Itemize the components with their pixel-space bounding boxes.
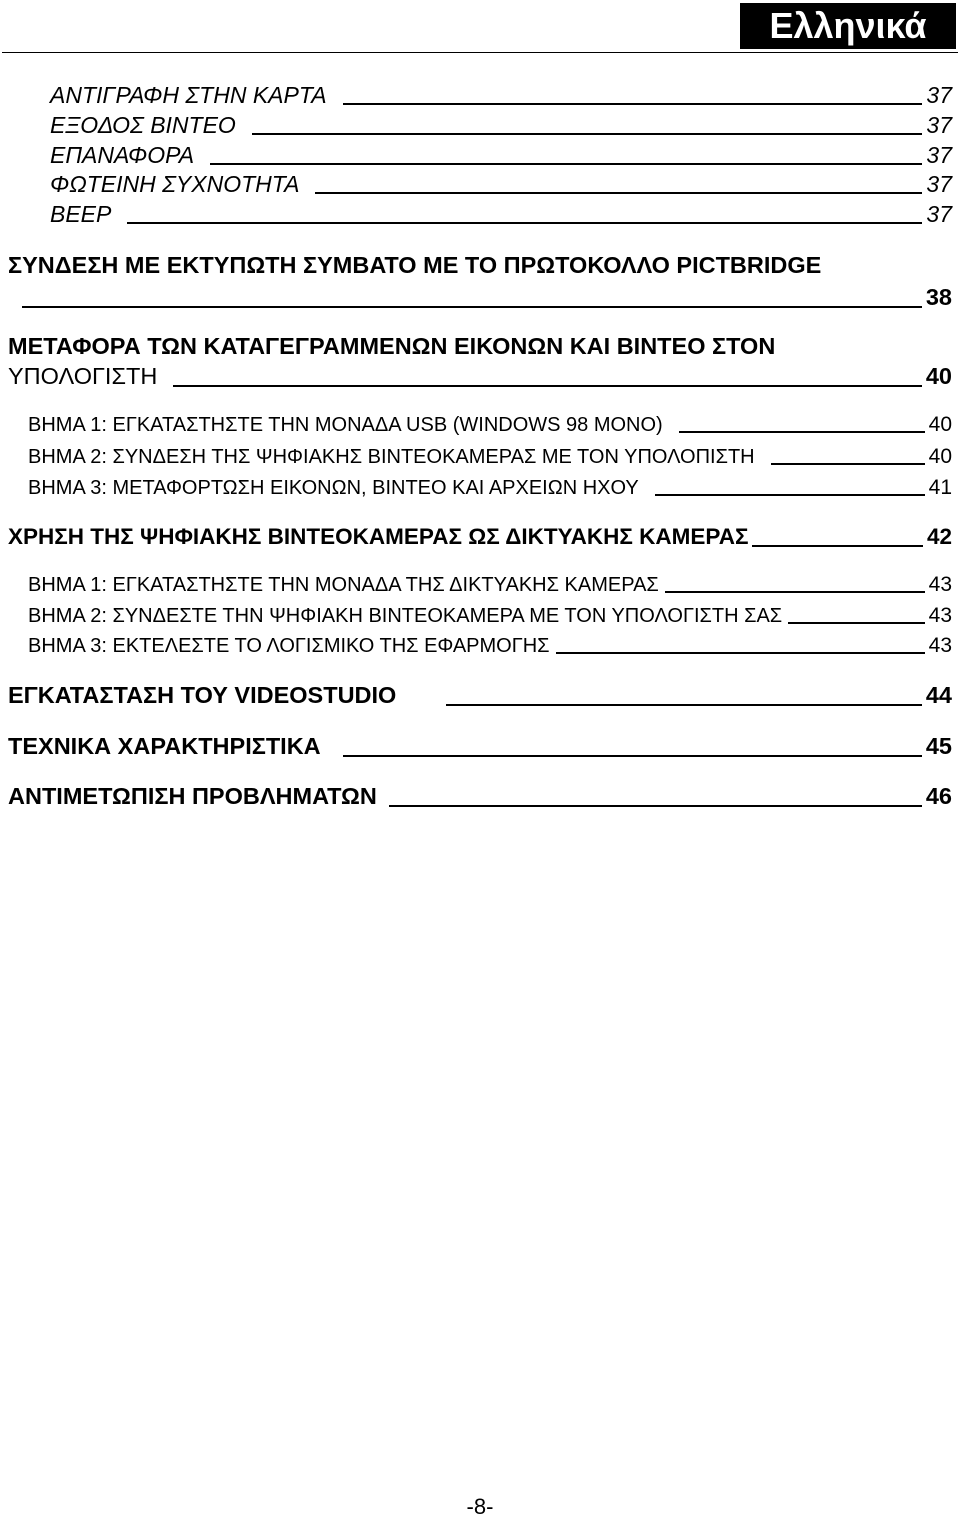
toc-entry-pictbridge-title[interactable]: ΣΥΝΔΕΣΗ ΜΕ ΕΚΤΥΠΩΤΗ ΣΥΜΒΑΤΟ ΜΕ ΤΟ ΠΡΩΤΟΚΟΛΛΟ PICTBRIDGE: [8, 252, 822, 278]
toc-entry-transfer-step1[interactable]: ΒΗΜΑ 1: ΕΓΚΑΤΑΣΤΗΣΤΕ ΤΗΝ ΜΟΝΑΔΑ USB (WINDOWS 98 ΜΟΝΟ) 40: [28, 413, 952, 436]
toc-entry-reset[interactable]: ΕΠΑΝΑΦΟΡΑ 37: [50, 142, 952, 168]
toc-entry-light-frequency[interactable]: ΦΩΤΕΙΝΗ ΣΥΧΝΟΤΗΤΑ 37: [50, 171, 952, 197]
leader-line: [127, 222, 922, 224]
leader-line: [343, 755, 922, 757]
toc-entry-pictbridge[interactable]: 38: [8, 286, 952, 310]
header-rule: [2, 52, 958, 53]
toc-entry-video-out[interactable]: ΕΞΟΔΟΣ ΒΙΝΤΕΟ 37: [50, 112, 952, 138]
leader-line: [679, 431, 925, 433]
toc-entry-videostudio[interactable]: ΕΓΚΑΤΑΣΤΑΣΗ ΤΟΥ VIDEOSTUDIO 44: [8, 682, 952, 708]
toc-entry-transfer[interactable]: ΥΠΟΛΟΓΙΣΤΗ 40: [8, 363, 952, 389]
toc-entry-troubleshooting[interactable]: ΑΝΤΙΜΕΤΩΠΙΣΗ ΠΡΟΒΛΗΜΑΤΩΝ 46: [8, 783, 952, 809]
toc-entry-transfer-step2[interactable]: ΒΗΜΑ 2: ΣΥΝΔΕΣΗ ΤΗΣ ΨΗΦΙΑΚΗΣ ΒΙΝΤΕΟΚΑΜΕΡΑΣ ΜΕ ΤΟΝ ΥΠΟΛΟΠΙΣΤΗ 40: [28, 445, 952, 468]
toc-entry-copy-to-card[interactable]: ΑΝΤΙΓΡΑΦΗ ΣΤΗΝ ΚΑΡΤΑ 37: [50, 82, 952, 108]
leader-line: [343, 103, 923, 105]
toc-entry-webcam-step2[interactable]: ΒΗΜΑ 2: ΣΥΝΔΕΣΤΕ ΤΗΝ ΨΗΦΙΑΚΗ ΒΙΝΤΕΟΚΑΜΕΡΑ ΜΕ ΤΟΝ ΥΠΟΛΟΓΙΣΤΗ ΣΑΣ 43: [28, 604, 952, 627]
toc-entry-beep[interactable]: BEEP 37: [50, 201, 952, 227]
leader-line: [389, 805, 922, 807]
leader-line: [771, 463, 925, 465]
leader-line: [22, 306, 922, 308]
leader-line: [315, 192, 922, 194]
toc-entry-transfer-title[interactable]: ΜΕΤΑΦΟΡΑ ΤΩΝ ΚΑΤΑΓΕΓΡΑΜΜΕΝΩΝ ΕΙΚΟΝΩΝ ΚΑΙ ΒΙΝΤΕΟ ΣΤΟΝ: [8, 333, 776, 359]
leader-line: [752, 545, 923, 547]
leader-line: [665, 591, 925, 593]
leader-line: [788, 622, 924, 624]
leader-line: [556, 652, 925, 654]
leader-line: [252, 133, 923, 135]
toc-entry-webcam-step3[interactable]: ΒΗΜΑ 3: ΕΚΤΕΛΕΣΤΕ ΤΟ ΛΟΓΙΣΜΙΚΟ ΤΗΣ ΕΦΑΡΜΟΓΗΣ 43: [28, 634, 952, 657]
leader-line: [210, 163, 922, 165]
leader-line: [655, 494, 925, 496]
leader-line: [446, 704, 922, 706]
language-badge: [740, 3, 956, 49]
leader-line: [173, 385, 922, 387]
toc-entry-transfer-step3[interactable]: ΒΗΜΑ 3: ΜΕΤΑΦΟΡΤΩΣΗ ΕΙΚΟΝΩΝ, ΒΙΝΤΕΟ ΚΑΙ ΑΡΧΕΙΩΝ ΗΧΟΥ 41: [28, 476, 952, 499]
page-number: -8-: [466, 1494, 494, 1519]
toc-entry-webcam[interactable]: ΧΡΗΣΗ ΤΗΣ ΨΗΦΙΑΚΗΣ ΒΙΝΤΕΟΚΑΜΕΡΑΣ ΩΣ ΔΙΚΤΥΑΚΗΣ ΚΑΜΕΡΑΣ 42: [8, 524, 952, 549]
toc-entry-specs[interactable]: ΤΕΧΝΙΚΑ ΧΑΡΑΚΤΗΡΙΣΤΙΚΑ 45: [8, 733, 952, 759]
language-label: Ελληνικά: [769, 5, 927, 46]
toc-entry-webcam-step1[interactable]: ΒΗΜΑ 1: ΕΓΚΑΤΑΣΤΗΣΤΕ ΤΗΝ ΜΟΝΑΔΑ ΤΗΣ ΔΙΚΤΥΑΚΗΣ ΚΑΜΕΡΑΣ 43: [28, 573, 952, 596]
